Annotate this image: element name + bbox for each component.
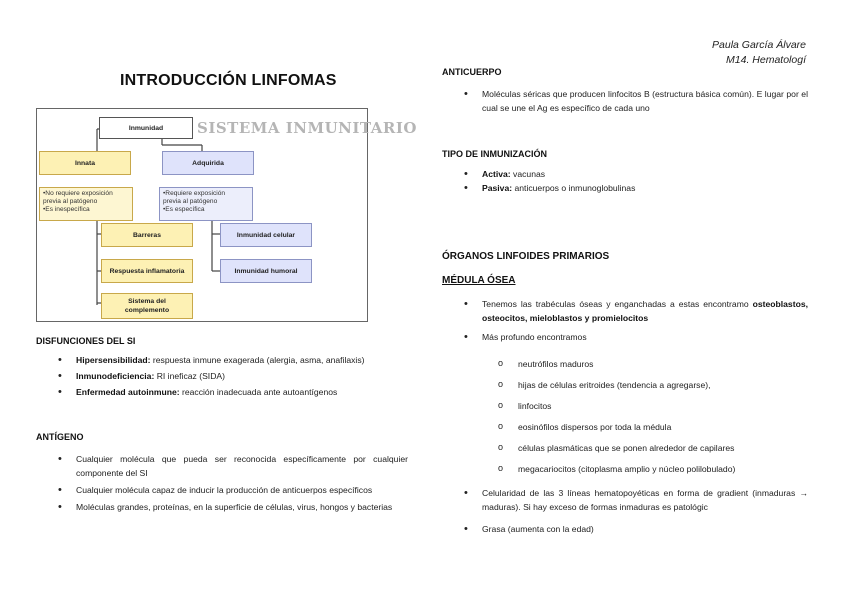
sub-list-item: o hijas de células eritroides (tendencia a agregarse),: [442, 378, 808, 392]
node-innata: Innata: [39, 151, 131, 175]
disfunciones-list: [36, 353, 421, 401]
organos-heading: ÓRGANOS LINFOIDES PRIMARIOS: [442, 251, 610, 262]
list-item: • Cualquier molécula capaz de inducir la producción de anticuerpos específicos: [36, 483, 408, 497]
disfunciones-heading: DISFUNCIONES DEL SI: [36, 336, 136, 346]
item-text: RI ineficaz (SIDA): [154, 371, 225, 381]
adquirida-note-2: previa al patógeno: [163, 198, 218, 205]
immune-system-diagram: [36, 108, 417, 322]
antigeno-list: [36, 452, 408, 517]
medula-sublist: [442, 357, 808, 483]
sub-list-item: o linfocitos: [442, 399, 808, 413]
node-inmunidad-celular: Inmunidad celular: [220, 223, 312, 247]
item-bold: Inmunodeficiencia:: [76, 371, 155, 381]
list-item: [442, 297, 808, 325]
list-item: [36, 385, 421, 399]
sistema-line-2: complemento: [124, 307, 170, 314]
inmunizacion-heading: TIPO DE INMUNIZACIÓN: [442, 149, 547, 159]
innata-note-2: previa al patógeno: [43, 198, 98, 205]
list-item: • Celularidad de las 3 líneas hematopoyéticas en forma de gradient (inmaduras → maduras). Si hay exceso de formas inmaduras es patológic: [442, 486, 808, 514]
adquirida-notes: [159, 187, 253, 221]
node-inmunidad-humoral: Inmunidad humoral: [220, 259, 312, 283]
item-bold: Pasiva:: [482, 183, 513, 193]
medula-list-2: [442, 486, 808, 539]
list-item: • Moléculas séricas que producen linfocitos B (estructura básica común). E lugar por el cual se une el Ag es específico de cada uno: [442, 87, 808, 115]
list-item: • Grasa (aumenta con la edad): [442, 522, 808, 536]
medula-list: [442, 297, 808, 352]
item-text: vacunas: [510, 169, 546, 179]
list-item: [442, 181, 808, 195]
item-bold: osteoblastos, osteocitos, mieloblastos y promielocitos: [482, 299, 808, 323]
page-title: INTRODUCCIÓN LINFOMAS: [120, 72, 337, 89]
adquirida-note-3: •Es específica: [163, 206, 205, 213]
course-name: M14. Hematologí: [726, 54, 806, 66]
sistema-line-1: Sistema del: [128, 298, 166, 305]
anticuerpo-heading: ANTICUERPO: [442, 67, 502, 77]
list-item: [442, 167, 808, 181]
item-bold: Enfermedad autoinmune:: [76, 387, 180, 397]
list-item: • Cualquier molécula que pueda ser reconocida específicamente por cualquier componente del SI: [36, 452, 408, 480]
node-adquirida: Adquirida: [162, 151, 254, 175]
node-barreras: Barreras: [101, 223, 193, 247]
sub-list-item: o megacariocitos (citoplasma amplio y núcleo polilobulado): [442, 462, 808, 476]
sub-list-item: o células plasmáticas que se ponen alrededor de capilares: [442, 441, 808, 455]
item-bold: Hipersensibilidad:: [76, 355, 151, 365]
antigeno-heading: ANTÍGENO: [36, 432, 84, 442]
item-bold: Activa:: [482, 169, 511, 179]
item-text: Tenemos las trabéculas óseas y enganchadas a estas encontramo: [482, 299, 749, 309]
adquirida-note-1: •Requiere exposición: [163, 190, 226, 197]
innata-note-1: •No requiere exposición: [43, 190, 113, 197]
list-item: • Más profundo encontramos: [442, 330, 808, 344]
author-name: Paula García Álvare: [712, 39, 806, 51]
sub-list-item: o neutrófilos maduros: [442, 357, 808, 371]
sub-list-item: o eosinófilos dispersos por toda la médula: [442, 420, 808, 434]
medula-osea-heading: MÉDULA ÓSEA: [442, 275, 516, 286]
anticuerpo-list: [442, 87, 808, 118]
list-item: [36, 353, 421, 367]
item-text: respuesta inmune exagerada (alergia, asma, anafilaxis): [150, 355, 365, 365]
list-item: [36, 369, 421, 383]
innata-notes: [39, 187, 133, 221]
item-text: anticuerpos o inmunoglobulinas: [512, 183, 636, 193]
item-text: reacción inadecuada ante autoantígenos: [179, 387, 338, 397]
node-sistema-complemento: [101, 293, 193, 319]
node-inmunidad: Inmunidad: [99, 117, 193, 139]
innata-note-3: •Es inespecífica: [43, 206, 90, 213]
inmunizacion-list: [442, 167, 808, 195]
author-header: [712, 38, 806, 68]
node-respuesta-inflamatoria: Respuesta inflamatoria: [101, 259, 193, 283]
diagram-heading: SISTEMA INMUNITARIO: [197, 119, 417, 137]
list-item: • Moléculas grandes, proteínas, en la superficie de células, virus, hongos y bacterias: [36, 500, 408, 514]
